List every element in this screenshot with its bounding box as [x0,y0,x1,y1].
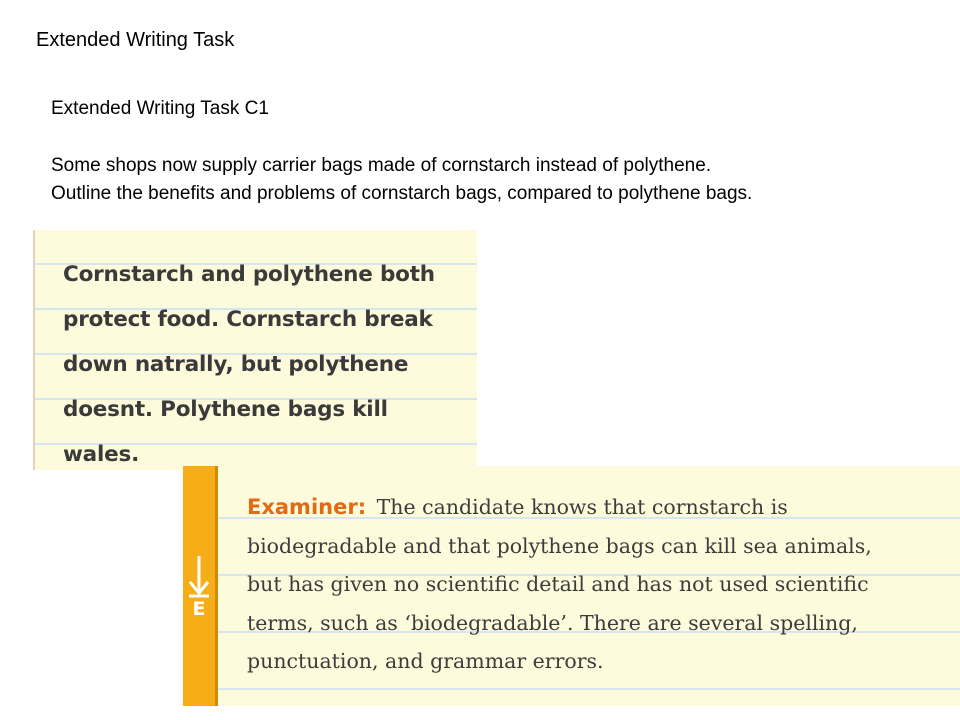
examiner-line [247,488,957,527]
answer-line: Cornstarch and polythene both [63,262,435,287]
answer-line: doesnt. Polythene bags kill [63,397,388,422]
task-heading: Extended Writing Task C1 [51,98,269,119]
examiner-line: terms, such as ‘biodegradable’. There are several spelling, [247,610,858,635]
examiner-label: Examiner: [247,495,367,519]
grade-bar [183,466,215,706]
examiner-comment-card [183,466,960,706]
examiner-line-text: The candidate knows that cornstarch is [376,495,788,519]
examiner-line: biodegradable and that polythene bags can kill sea animals, [247,533,872,558]
prompt-line: Some shops now supply carrier bags made of cornstarch instead of polythene. [51,155,712,176]
down-arrow-icon [188,554,210,598]
answer-line: wales. [63,442,140,467]
grade-bar-edge [215,466,218,706]
examiner-line: but has given no scientific detail and has not used scientific [247,572,869,596]
slide-title: Extended Writing Task [36,29,235,51]
task-prompt [51,152,951,208]
grade-letter: E [192,598,206,620]
answer-line: down natrally, but polythene [63,352,409,377]
examiner-comment-text [247,488,957,681]
prompt-line: Outline the benefits and problems of cornstarch bags, compared to polythene bags. [51,183,753,204]
margin-line [33,230,35,470]
student-answer-text [63,252,473,477]
answer-line: protect food. Cornstarch break [63,307,433,332]
examiner-line: punctuation, and grammar errors. [247,649,604,673]
student-answer-card [33,230,477,470]
